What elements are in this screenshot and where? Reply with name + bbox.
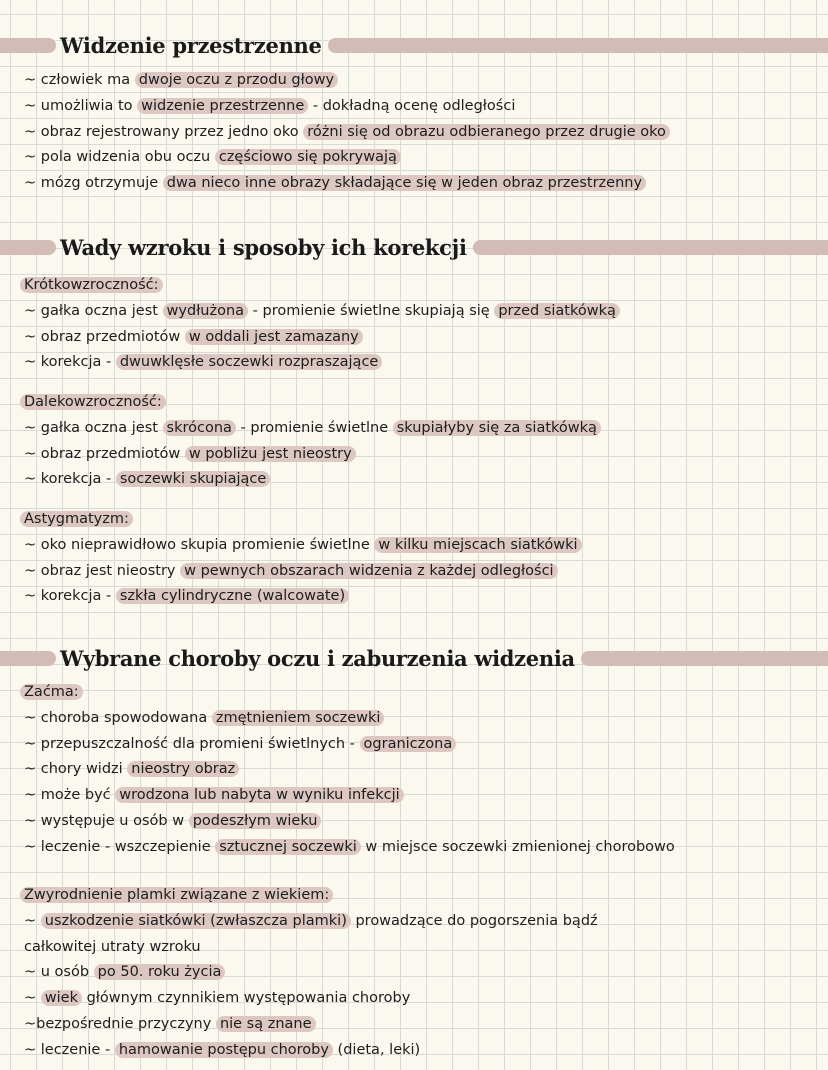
highlighted-text: wydłużona [163,303,249,319]
text: ~ u osób [24,964,94,981]
text: ~ gałka oczna jest [24,302,163,319]
section-header [0,30,828,60]
highlighted-text: nieostry obraz [127,761,239,777]
highlighted-text: podeszłym wieku [189,813,322,829]
text: ~ mózg otrzymuje [24,175,163,192]
label-text: Astygmatyzm: [20,511,133,527]
section-title: Wybrane choroby oczu i zaburzenia widzenia [60,645,575,671]
text: - dokładną ocenę odległości [308,97,516,114]
list-item [24,961,225,983]
highlighted-text: wrodzona lub nabyta w wyniku infekcji [115,787,403,803]
list-item [24,121,670,143]
highlighted-text: w pobliżu jest nieostry [185,446,356,462]
label-text: Krótkowzroczność: [20,277,163,293]
header-bar-left [0,38,56,53]
highlighted-text: w oddali jest zamazany [185,329,363,345]
text: ~ może być [24,787,116,804]
highlighted-text: po 50. roku życia [94,964,226,980]
label-text: Zwyrodnienie plamki związane z wiekiem: [20,887,333,903]
text: - promienie świetlne skupiają się [248,302,495,319]
list-item [24,351,382,373]
highlighted-text: skupiałyby się za siatkówką [393,420,601,436]
text: ~ obraz jest nieostry [24,562,181,579]
list-item [24,810,321,832]
text: ~bezpośrednie przyczyny [24,1016,216,1032]
list-item [24,534,582,556]
section-title: Wady wzroku i sposoby ich korekcji [60,234,467,260]
list-item [24,836,675,858]
text: ~ [24,912,41,929]
text: ~ korekcja - [24,354,116,371]
text: ~ obraz przedmiotów [24,328,185,345]
highlighted-text: dwoje oczu z przodu głowy [135,72,338,88]
highlighted-text: skrócona [163,420,236,436]
section-header [0,643,828,673]
highlighted-text: szkła cylindryczne (walcowate) [116,588,349,604]
block-label [20,884,333,906]
highlighted-text: w pewnych obszarach widzenia z każdej odległości [180,563,557,579]
list-item [24,707,384,729]
section-header [0,232,828,262]
list-item [24,146,401,168]
list-item [24,733,456,755]
list-item [24,417,601,439]
text: całkowitej utraty wzroku [24,938,201,955]
list-item [24,910,598,932]
list-item [24,172,646,194]
list-item [24,443,356,465]
list-item [24,468,270,490]
block-label [20,508,133,530]
text: ~ leczenie - wszczepienie [24,838,216,855]
text: prowadzące do pogorszenia bądź [350,912,598,929]
list-item [24,560,558,582]
highlighted-text: w kilku miejscach siatkówki [374,537,581,553]
text: ~ gałka oczna jest [24,419,163,436]
highlighted-text: nie są znane [216,1016,316,1032]
text: ~ [24,990,41,1007]
highlighted-text: częściowo się pokrywają [215,149,401,165]
list-item [24,95,515,117]
list-item [24,1013,316,1035]
list-item [24,1039,420,1061]
highlighted-text: różni się od obrazu odbieranego przez drugie oko [303,124,670,140]
block-label [20,681,83,703]
label-text: Zaćma: [20,684,83,700]
label-text: Dalekowzroczność: [20,394,166,410]
list-item [24,300,620,322]
text: ~ umożliwia to [24,97,138,114]
highlighted-text: uszkodzenie siatkówki (zwłaszcza plamki) [41,913,351,929]
header-bar-right [473,240,828,255]
list-item [24,758,239,780]
text: w miejsce soczewki zmienionej chorobowo [360,838,675,855]
text: ~ obraz przedmiotów [24,445,185,462]
text: ~ korekcja - [24,588,116,605]
highlighted-text: soczewki skupiające [116,471,270,487]
text: ~ przepuszczalność dla promieni świetlnych - [24,735,360,752]
text: ~ obraz rejestrowany przez jedno oko [24,123,304,140]
text: głównym czynnikiem występowania choroby [81,990,411,1007]
list-item [24,936,201,958]
section-title: Widzenie przestrzenne [60,32,322,58]
block-label [20,391,166,413]
text: ~ chory widzi [24,761,128,778]
highlighted-text: hamowanie postępu choroby [115,1042,333,1058]
list-item [24,585,349,607]
header-bar-left [0,240,56,255]
text: ~ leczenie - [24,1041,115,1058]
header-bar-left [0,651,56,666]
text: ~ choroba spowodowana [24,709,212,726]
header-bar-right [328,38,828,53]
highlighted-text: dwuwklęsłe soczewki rozpraszające [116,354,383,370]
text: ~ korekcja - [24,471,116,488]
block-label [20,274,163,296]
list-item [24,69,338,91]
highlighted-text: sztucznej soczewki [215,839,361,855]
list-item [24,987,410,1009]
text: ~ pola widzenia obu oczu [24,149,215,166]
text: ~ występuje u osób w [24,813,189,829]
highlighted-text: zmętnieniem soczewki [212,710,385,726]
list-item [24,784,404,806]
text: ~ oko nieprawidłowo skupia promienie świetlne [24,536,375,553]
highlighted-text: ograniczona [360,736,457,752]
text: (dieta, leki) [332,1041,421,1058]
highlighted-text: wiek [41,990,82,1006]
highlighted-text: widzenie przestrzenne [137,98,308,114]
list-item [24,326,363,348]
highlighted-text: dwa nieco inne obrazy składające się w jeden obraz przestrzenny [163,175,646,191]
text: ~ człowiek ma [24,72,135,88]
text: - promienie świetlne [235,419,393,436]
highlighted-text: przed siatkówką [494,303,620,319]
header-bar-right [581,651,828,666]
